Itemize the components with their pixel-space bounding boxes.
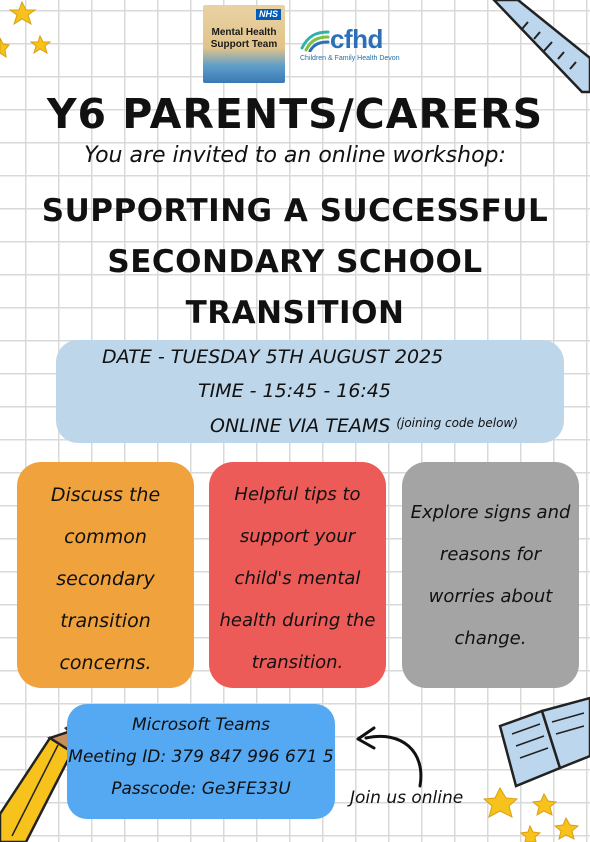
page-title: Y6 PARENTS/CARERS	[46, 90, 544, 138]
teams-details-box	[67, 704, 335, 819]
joining-code-note: (joining code below)	[396, 416, 518, 430]
workshop-title	[0, 186, 590, 339]
card-line: child's mental	[234, 568, 361, 589]
event-location-text: ONLINE VIA TEAMS	[210, 415, 391, 437]
mhst-logo-text: Mental Health Support Team	[210, 27, 278, 50]
card-line: secondary	[56, 568, 155, 590]
card-line: common	[64, 526, 147, 548]
cfhd-subtitle: Children & Family Health Devon	[300, 55, 400, 62]
event-time: TIME - 15:45 - 16:45	[198, 380, 391, 402]
teams-label: Microsoft Teams	[131, 715, 271, 735]
card-line: Explore signs and	[410, 502, 571, 523]
card-text	[403, 492, 579, 660]
event-location	[210, 415, 518, 437]
card-line: change.	[454, 628, 527, 649]
book-illustration	[470, 686, 590, 842]
nhs-logo: NHS	[256, 9, 281, 20]
event-date: DATE - TUESDAY 5TH AUGUST 2025	[102, 346, 444, 368]
card-line: transition.	[251, 652, 344, 673]
star-decoration-top-left	[0, 0, 60, 70]
cfhd-logo	[300, 24, 420, 68]
card-explore-signs	[402, 462, 579, 688]
workshop-title-line-1: SUPPORTING A SUCCESSFUL	[41, 193, 549, 229]
card-line: concerns.	[59, 652, 152, 674]
join-online-text: Join us online	[350, 788, 464, 808]
card-text	[43, 474, 168, 684]
card-line: worries about	[428, 586, 553, 607]
card-line: Helpful tips to	[234, 484, 361, 505]
invite-text: You are invited to an online workshop:	[84, 143, 506, 168]
card-line: Discuss the	[50, 484, 161, 506]
curved-arrow-icon	[346, 722, 430, 792]
workshop-title-line-3: TRANSITION	[185, 295, 405, 331]
cfhd-wordmark: cfhd	[330, 24, 383, 54]
card-helpful-tips	[209, 462, 386, 688]
teams-passcode: Passcode: Ge3FE33U	[111, 779, 291, 799]
workshop-title-line-2: SECONDARY SCHOOL	[107, 244, 483, 280]
card-line: support your	[239, 526, 356, 547]
mental-health-support-team-logo	[203, 5, 285, 83]
ruler-illustration	[478, 0, 590, 95]
card-text	[211, 474, 383, 684]
cfhd-swoosh-icon	[300, 26, 332, 52]
card-line: reasons for	[439, 544, 542, 565]
card-line: transition	[60, 610, 151, 632]
card-discuss-concerns	[17, 462, 194, 688]
card-line: health during the	[219, 610, 376, 631]
event-details-box	[56, 340, 564, 443]
teams-meeting-id: Meeting ID: 379 847 996 671 5	[68, 747, 334, 767]
